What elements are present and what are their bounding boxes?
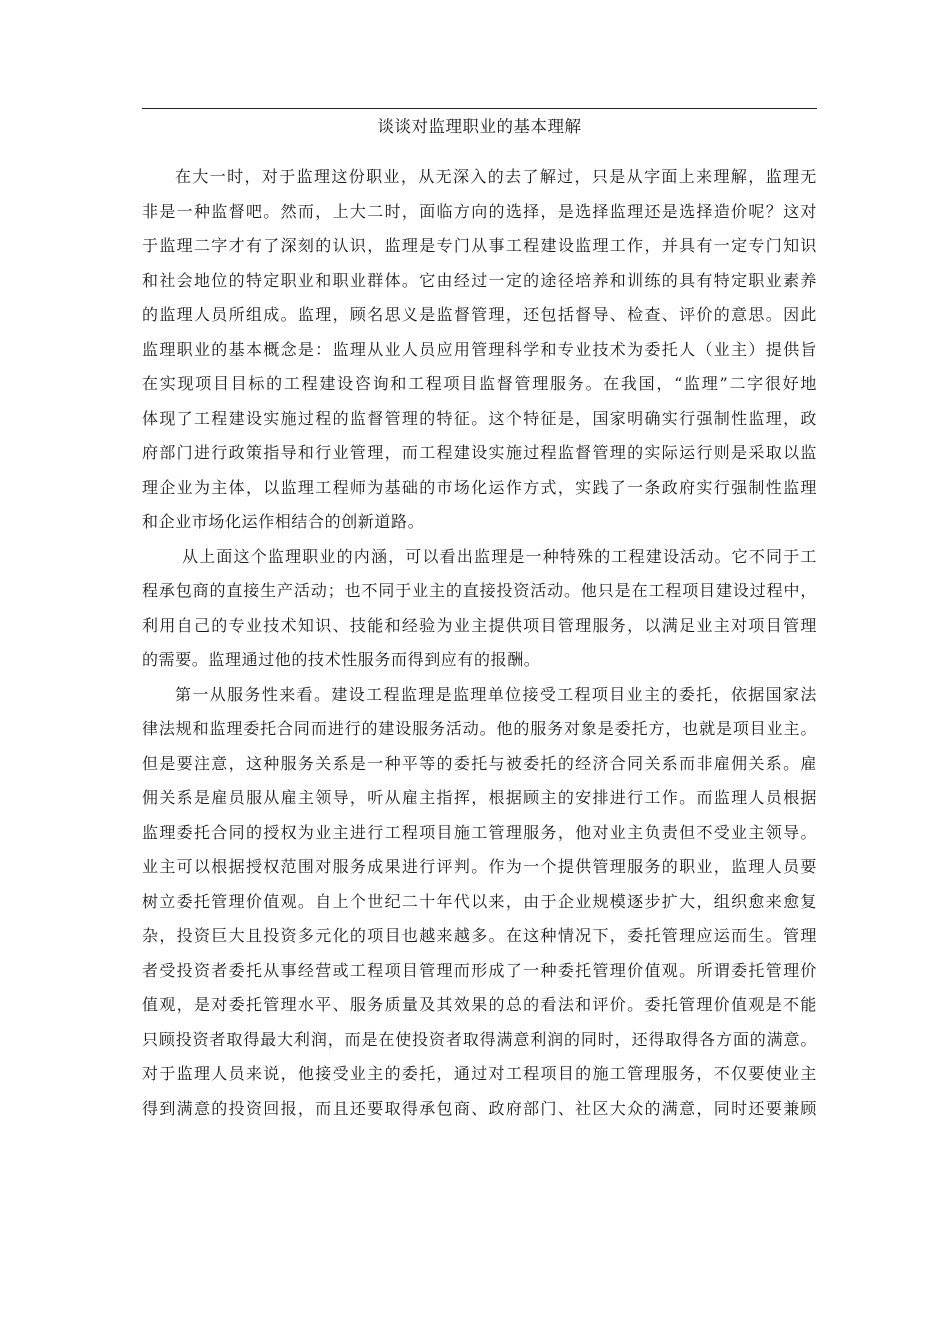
text-line: 杂，投资巨大且投资多元化的项目也越来越多。在这种情况下，委托管理应运而生。管理: [142, 926, 817, 945]
paragraph-3: [142, 678, 817, 1127]
text-line: 第一从服务性来看。建设工程监理是监理单位接受工程项目业主的委托，依据国家法: [175, 684, 817, 704]
text-line: 但是要注意，这种服务关系是一种平等的委托与被委托的经济合同关系而非雇佣关系。雇: [142, 753, 817, 773]
text-line: 业主可以根据授权范围对服务成果进行评判。作为一个提供管理服务的职业，监理人员要: [142, 857, 817, 876]
text-line: 监理委托合同的授权为业主进行工程项目施工管理服务，他对业主负责但不受业主领导。: [142, 822, 817, 842]
paragraph-2: [142, 540, 817, 678]
text-line: 于监理二字才有了深刻的认识，监理是专门从事工程建设监理工作，并具有一定专门知识: [142, 236, 817, 255]
text-line: 府部门进行政策指导和行业管理，而工程建设实施过程监督管理的实际运行则是采取以监: [142, 443, 817, 462]
document-title: 谈谈对监理职业的基本理解: [377, 117, 582, 136]
document-body: [142, 160, 817, 1126]
text-line: 树立委托管理价值观。自上个世纪二十年代以来，由于企业规模逐步扩大，组织愈来愈复: [142, 891, 817, 911]
text-line: 从上面这个监理职业的内涵，可以看出监理是一种特殊的工程建设活动。它不同于工: [182, 546, 817, 566]
text-line: 非是一种监督吧。然而，上大二时，面临方向的选择，是选择监理还是选择造价呢？这对: [142, 201, 817, 221]
text-line: 程承包商的直接生产活动；也不同于业主的直接投资活动。他只是在工程项目建设过程中，: [142, 581, 817, 600]
header-rule: [142, 108, 817, 109]
text-line: 得到满意的投资回报，而且还要取得承包商、政府部门、社区大众的满意，同时还要兼顾: [142, 1098, 817, 1118]
text-line: 者受投资者委托从事经营或工程项目管理而形成了一种委托管理价值观。所谓委托管理价: [142, 960, 817, 980]
text-line: 和企业市场化运作相结合的创新道路。: [142, 512, 425, 531]
text-line: 体现了工程建设实施过程的监督管理的特征。这个特征是，国家明确实行强制性监理，政: [142, 408, 817, 428]
text-line: 佣关系是雇员服从雇主领导，听从雇主指挥，根据顾主的安排进行工作。而监理人员根据: [142, 788, 817, 807]
paragraph-1: [142, 160, 817, 540]
text-line: 监理职业的基本概念是：监理从业人员应用管理科学和专业技术为委托人（业主）提供旨: [142, 339, 817, 359]
text-line: 利用自己的专业技术知识、技能和经验为业主提供项目管理服务，以满足业主对项目管理: [142, 615, 817, 635]
text-line: 的需要。监理通过他的技术性服务而得到应有的报酬。: [142, 650, 541, 669]
text-line: 只顾投资者取得最大利润，而是在使投资者取得满意利润的同时，还得取得各方面的满意。: [142, 1029, 817, 1049]
text-line: 律法规和监理委托合同而进行的建设服务活动。他的服务对象是委托方，也就是项目业主。: [142, 719, 817, 738]
text-line: 在大一时，对于监理这份职业，从无深入的去了解过，只是从字面上来理解，监理无: [175, 167, 817, 186]
text-line: 对于监理人员来说，他接受业主的委托，通过对工程项目的施工管理服务，不仅要使业主: [142, 1064, 817, 1083]
text-line: 和社会地位的特定职业和职业群体。它由经过一定的途径培养和训练的具有特定职业素养: [142, 270, 817, 290]
text-line: 值观，是对委托管理水平、服务质量及其效果的总的看法和评价。委托管理价值观是不能: [142, 995, 817, 1014]
text-line: 在实现项目目标的工程建设咨询和工程项目监督管理服务。在我国，“监理”二字很好地: [142, 374, 817, 393]
text-line: 理企业为主体，以监理工程师为基础的市场化运作方式，实践了一条政府实行强制性监理: [142, 477, 817, 497]
text-line: 的监理人员所组成。监理，顾名思义是监督管理，还包括督导、检查、评价的意思。因此: [142, 305, 817, 324]
